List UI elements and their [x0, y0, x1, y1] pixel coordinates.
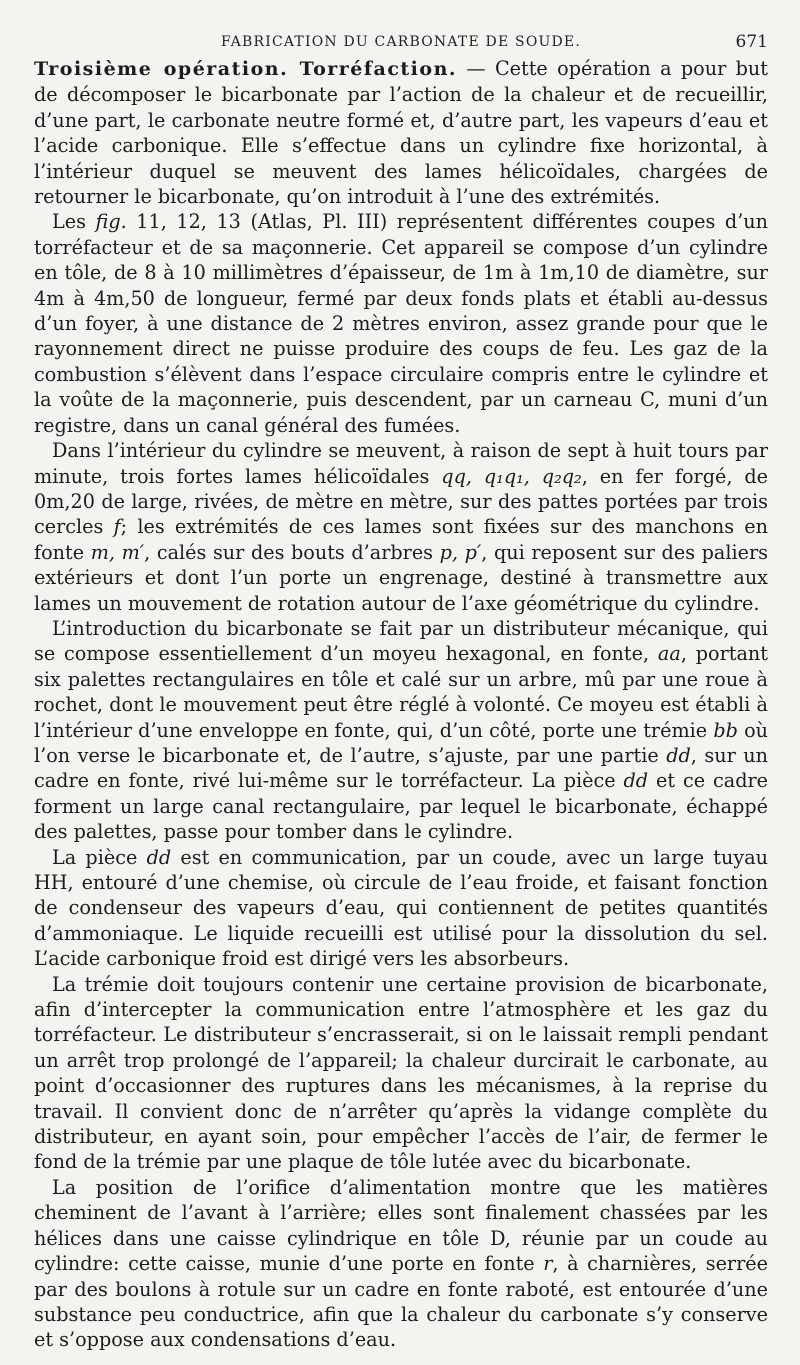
running-title: FABRICATION DU CARBONATE DE SOUDE. — [221, 34, 581, 50]
text-run: est en communication, par un coude, avec un large tuyau HH, entouré d’une chemise, où circule de l’eau froide, et faisant fonction de condenseur des vapeurs d’eau, qui contiennent de petites quantités d’ammoniaque. Le liquide recueilli est utilisé pour la dissolution du sel. L’acide carbonique froid est dirigé vers les absorbeurs. — [34, 845, 768, 971]
text-run: , en fer forgé, de 0m,20 de large, rivées, de mètre en mètre, sur des pattes portées par trois cercles — [34, 464, 768, 539]
paragraph-distributor — [34, 616, 768, 845]
running-head — [34, 30, 768, 56]
text-run: , calés sur des bouts d’arbres — [144, 540, 440, 564]
paragraph-apparatus — [34, 209, 768, 438]
section-heading: Troisième opération. Torréfaction. — [34, 58, 457, 80]
text-run: , à charnières, serrée par des boulons à rotule sur un cadre en fonte raboté, est entourée d’une substance peu conductrice, afin que la chaleur du carbonate s’y conserve et s’oppose aux condensations d’eau. — [34, 1252, 768, 1352]
body-text — [34, 56, 768, 1353]
text-run-italic: bb — [713, 718, 738, 742]
text-run-italic: dd — [666, 743, 691, 767]
text-run: , qui reposent sur des paliers extérieurs et dont l’un porte un engrenage, destiné à transmettre aux lames un mouvement de rotation autour de l’axe géométrique du cylindre. — [34, 540, 769, 615]
text-run: où l’on verse le bicarbonate et, de l’autre, s’ajuste, par une partie — [34, 718, 768, 767]
text-run-italic: dd — [146, 845, 172, 869]
paragraph-condenser — [34, 845, 768, 972]
text-run: ; les extrémités de ces lames sont fixées sur des manchons en fonte — [34, 515, 768, 564]
text-run: La position de l’orifice d’alimentation montre que les matières cheminent de l’avant à l’arrière; elles sont finalement chassées par les hélices dans une caisse cylindrique en tôle D, réunie par un coude au cylindre: cette caisse, munie d’une porte en fonte — [34, 1175, 768, 1276]
text-run-italic: dd — [623, 769, 649, 793]
text-run-italic: qq, q₁q₁, q₂q₂ — [441, 464, 582, 488]
text-run: et ce cadre forment un large canal rectangulaire, par lequel le bicarbonate, échappé des palettes, passe pour tomber dans le cylindre. — [34, 769, 768, 844]
text-run-italic: aa — [657, 642, 681, 666]
text-run: La pièce — [52, 845, 147, 869]
text-run: , sur un cadre en fonte, rivé lui-même sur le torréfacteur. La pièce — [34, 743, 768, 793]
paragraph-intro — [34, 56, 768, 209]
text-run-italic: m, m′ — [90, 540, 145, 564]
paragraph-hopper: La trémie doit toujours contenir une certaine provision de bicarbonate, afin d’intercepter la communication entre l’atmosphère et les gaz du torréfacteur. Le distributeur s’encrasserait, si on le laissait rempli pendant un arrêt trop prolongé de l’appareil; la chaleur durcirait le carbonate, au point d’occasionner des ruptures dans les mécanismes, à la reprise du travail. Il convient donc de n’arrêter qu’après la vidange complète du distributeur, en ayant soin, pour empêcher l’accès de l’air, de fermer le fond de la trémie par une plaque de tôle lutée avec du bicarbonate. — [34, 972, 768, 1174]
text-run: L’introduction du bicarbonate se fait par un distributeur mécanique, qui se compose essentiellement d’un moyeu hexagonal, en fonte, — [34, 616, 768, 666]
page-number: 671 — [735, 32, 768, 52]
text-run-italic: p, p′ — [439, 540, 482, 564]
paragraph-feed-orifice — [34, 1175, 768, 1353]
text-run-italic: f — [113, 515, 121, 539]
text-run: , portant six palettes rectangulaires en tôle et calé sur un arbre, mû par une roue à rochet, dont le mouvement peut être réglé à volonté. Ce moyeu est établi à l’intérieur d’une enveloppe en fonte, qui, d’un côté, porte une trémie — [34, 642, 768, 742]
intro-text: — Cette opération a pour but de décomposer le bicarbonate par l’action de la chaleur et de recueillir, d’une part, le carbonate neutre formé et, d’autre part, les vapeurs d’eau et l’acide carbonique. Elle s’effectue dans un cylindre fixe horizontal, à l’intérieur duquel se meuvent des lames hélicoïdales, chargées de retourner le bicarbonate, qu’on introduit à l’une des extrémités. — [34, 57, 768, 209]
text-run: Les — [52, 210, 96, 234]
text-run-italic: fig. — [95, 210, 127, 234]
paragraph-blades — [34, 438, 768, 616]
text-run: Dans l’intérieur du cylindre se meuvent, à raison de sept à huit tours par minute, trois fortes lames hélicoïdales — [34, 439, 768, 488]
text-run: 11, 12, 13 (Atlas, Pl. III) représentent différentes coupes d’un torréfacteur et de sa maçonnerie. Cet appareil se compose d’un cylindre en tôle, de 8 à 10 millimètres d’épaisseur, de 1m à 1m,10 de diamètre, sur 4m à 4m,50 de longueur, fermé par deux fonds plats et établi au-dessus d’un foyer, à une distance de 2 mètres environ, assez grande pour que le rayonnement direct ne puisse produire des coups de feu. Les gaz de la combustion s’élèvent dans l’espace circulaire compris entre le cylindre et la voûte de la maçonnerie, puis descendent, par un carneau C, muni d’un registre, dans un canal général des fumées. — [34, 210, 769, 437]
text-run-italic: r — [543, 1252, 553, 1276]
